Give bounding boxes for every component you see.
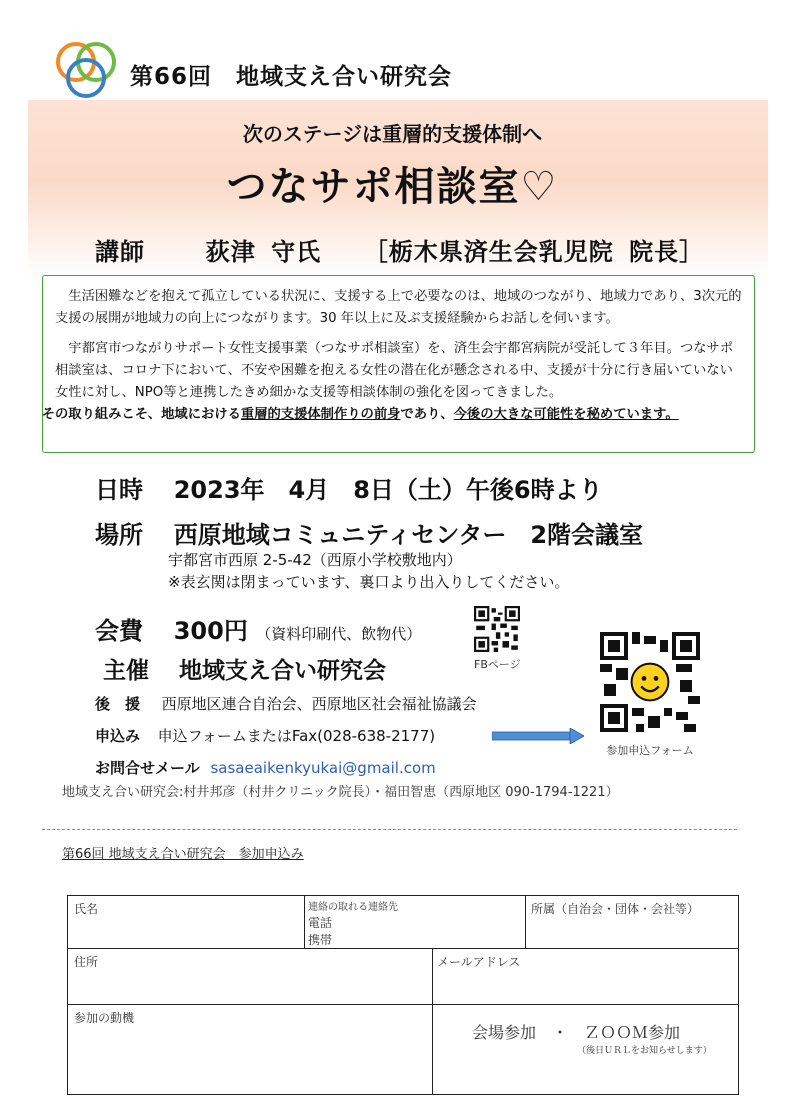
lecturer-line — [95, 232, 704, 267]
host-line — [103, 652, 386, 685]
host-value: 地域支え合い研究会 — [179, 658, 387, 684]
phone-field[interactable]: 電話 — [308, 916, 333, 930]
intro-paragraph-2 — [41, 338, 742, 426]
fee-line — [95, 611, 421, 646]
fb-qr-block — [474, 606, 521, 672]
application-form — [67, 895, 739, 1095]
lecturer-role: 講師 — [95, 238, 145, 266]
fb-qr-code-icon[interactable] — [474, 606, 520, 652]
subtitle: 次のステージは重層的支援体制へ — [242, 122, 543, 146]
form-qr-block — [594, 632, 706, 758]
logo-rings-icon — [52, 38, 122, 100]
form-title: 第66回 地域支え合い研究会 参加申込み — [62, 847, 304, 862]
lecturer-affiliation: ［栃木県済生会乳児院 院長］ — [363, 238, 705, 266]
intro-emphasis: その取り組みこそ、地域における重層的支援体制作りの前身であり、今後の大きな可能性を秘めています。 — [41, 407, 679, 422]
support-value: 西原地区連合自治会、西原地区社会福祉協議会 — [161, 695, 477, 713]
apply-value: 申込フォームまたはFax(028-638-2177) — [157, 727, 436, 745]
intro-box — [42, 275, 755, 453]
date-label: 日時 — [95, 476, 143, 504]
motive-field[interactable]: 参加の動機 — [74, 1011, 135, 1025]
support-line — [95, 693, 477, 714]
apply-label: 申込み — [95, 727, 141, 745]
place-value: 西原地域コミュニティセンター 2階会議室 — [173, 521, 644, 549]
host-label: 主催 — [103, 658, 149, 684]
fee-value: 300円 — [173, 617, 248, 645]
form-qr-label: 参加申込フォーム — [606, 744, 694, 757]
cut-line — [42, 829, 737, 830]
intro-paragraph-1: 生活困難などを抱えて孤立している状況に、支援する上で必要なのは、地域のつながり、地域力であり、3次元的支援の展開が地域力の向上につながります。30 年以上に及ぶ支援経験からお話しを伺います。 — [55, 289, 742, 326]
main-title: つなサポ相談室♡ — [226, 164, 559, 210]
participation-choice[interactable]: 会場参加 ・ ＺＯＯＭ参加 — [472, 1023, 681, 1042]
place-line — [95, 515, 643, 550]
contact-field-label: 連絡の取れる連絡先 — [308, 902, 398, 913]
fee-note: （資料印刷代、飲物代） — [256, 625, 422, 643]
application-qr-code-icon[interactable] — [600, 632, 700, 732]
apply-line — [95, 725, 435, 746]
fb-qr-label: FBページ — [474, 658, 521, 671]
arrow-right-icon — [492, 728, 584, 744]
participation-note: （後日ＵＲＬをお知らせします） — [577, 1046, 712, 1056]
place-label: 場所 — [95, 521, 143, 549]
intro-paragraph-2-text: 宇都宮市つながりサポート女性支援事業（つなサポ相談室）を、済生会宇都宮病院が受託して３年目。つなサポ相談室は、コロナ下において、不安や困難を抱える女性の潜在化が懸念される中、支援が十分に行き届いていない女性に対し、NPO等と連携したきめ細かな支援等相談体制の強化を図ってきました。 — [55, 341, 734, 400]
mobile-field[interactable]: 携帯 — [308, 933, 333, 947]
name-field[interactable]: 氏名 — [74, 902, 99, 916]
highlight-potential: 今後の大きな可能性を秘めています。 — [453, 407, 679, 422]
support-label: 後 援 — [95, 695, 141, 713]
contact-email-link[interactable]: sasaeaikenkyukai@gmail.com — [210, 759, 436, 777]
address-field[interactable]: 住所 — [74, 955, 99, 969]
address-block — [168, 549, 569, 593]
date-value: 2023年 4月 8日（土）午後6時より — [173, 476, 603, 504]
email-field[interactable]: メールアドレス — [437, 955, 521, 969]
affiliation-field[interactable]: 所属（自治会・団体・会社等） — [531, 902, 700, 916]
date-line — [95, 470, 603, 505]
contact-line — [95, 757, 436, 778]
org-title: 第66回 地域支え合い研究会 — [130, 64, 453, 90]
lecturer-name: 荻津 守氏 — [205, 238, 322, 266]
address: 宇都宮市西原 2-5-42（西原小学校敷地内） — [168, 551, 462, 569]
highlight-foundation: 重層的支援体制作りの前身 — [240, 407, 401, 422]
fee-label: 会費 — [95, 617, 143, 645]
entrance-notice: ※表玄関は閉まっています、裏口より出入りしてください。 — [168, 573, 570, 591]
organizer-contact: 地域支え合い研究会:村井邦彦（村井クリニック院長）・福田智恵（西原地区 090-1794-1221） — [62, 785, 619, 800]
contact-label: お問合せメール — [95, 759, 200, 777]
